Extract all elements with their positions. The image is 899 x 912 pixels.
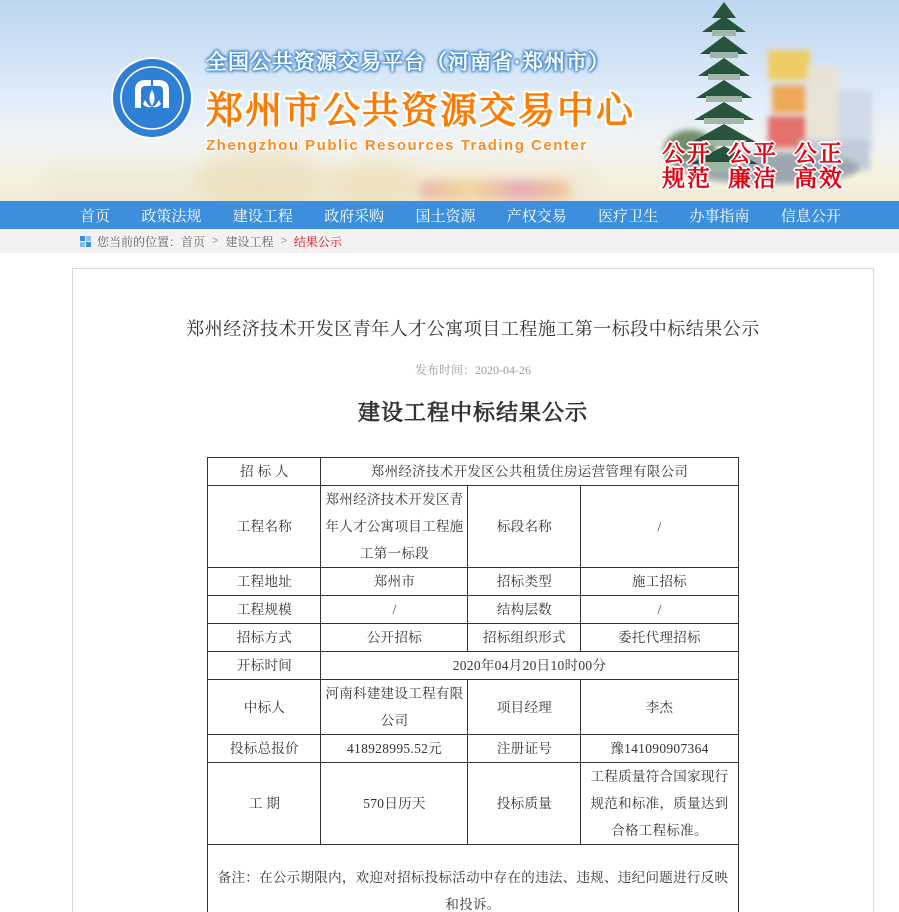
slogan-block <box>662 141 844 191</box>
breadcrumb-separator: > <box>280 235 287 247</box>
quality-value: 工程质量符合国家现行规范和标准，质量达到合格工程标准。 <box>581 763 738 845</box>
bidder-label: 招 标 人 <box>208 458 321 486</box>
open-time-value: 2020年04月20日10时00分 <box>321 652 738 680</box>
slogan-text: 公平 <box>728 140 778 166</box>
cert-number-value: 豫141090907364 <box>581 735 738 763</box>
bidder-value: 郑州经济技术开发区公共租赁住房运营管理有限公司 <box>321 458 738 486</box>
project-name-label: 工程名称 <box>208 486 321 568</box>
duration-value: 570日历天 <box>321 763 468 845</box>
site-logo <box>110 56 194 140</box>
table-row <box>208 624 738 652</box>
publish-date-line <box>73 361 873 378</box>
winner-value: 河南科建建设工程有限公司 <box>321 680 468 735</box>
project-manager-value: 李杰 <box>581 680 738 735</box>
scale-label: 工程规模 <box>208 596 321 624</box>
slogan-text: 高效 <box>794 165 844 191</box>
article-container <box>72 268 874 912</box>
breadcrumb-current-page[interactable]: 结果公示 <box>293 234 342 249</box>
banner-flowerbed-decoration <box>420 180 570 200</box>
bid-result-table <box>207 457 738 912</box>
table-row <box>208 458 738 486</box>
table-row <box>208 845 738 912</box>
nav-item-land-resources[interactable]: 国土资源 <box>415 207 476 225</box>
table-row <box>208 680 738 735</box>
nav-item-policies[interactable]: 政策法规 <box>141 207 202 225</box>
nav-item-service-guide[interactable]: 办事指南 <box>689 207 750 225</box>
quality-label: 投标质量 <box>468 763 581 845</box>
section-name-value: / <box>581 486 738 568</box>
duration-label: 工 期 <box>208 763 321 845</box>
project-manager-label: 项目经理 <box>468 680 581 735</box>
site-banner <box>0 0 899 201</box>
total-price-value: 418928995.52元 <box>321 735 468 763</box>
floors-label: 结构层数 <box>468 596 581 624</box>
bid-type-label: 招标类型 <box>468 568 581 596</box>
main-nav <box>0 201 899 229</box>
banner-dome-decoration <box>195 148 325 201</box>
nav-item-medical[interactable]: 医疗卫生 <box>598 207 659 225</box>
site-title: 郑州市公共资源交易中心 <box>206 90 635 131</box>
slogan-text: 公开 <box>662 140 712 166</box>
publish-date-value: 2020-04-26 <box>475 363 531 377</box>
breadcrumb-separator: > <box>212 235 219 247</box>
bid-type-value: 施工招标 <box>581 568 738 596</box>
remark-cell: 备注：在公示期限内，欢迎对招标投标活动中存在的违法、违规、违纪问题进行反映和投诉。 <box>208 845 738 912</box>
scale-value: / <box>321 596 468 624</box>
slogan-text: 规范 <box>662 165 712 191</box>
table-row <box>208 763 738 845</box>
slogan-text: 公正 <box>794 140 844 166</box>
nav-item-property-rights[interactable]: 产权交易 <box>506 207 567 225</box>
table-row <box>208 652 738 680</box>
nav-item-info-disclosure[interactable]: 信息公开 <box>780 207 841 225</box>
project-name-value: 郑州经济技术开发区青年人才公寓项目工程施工第一标段 <box>321 486 468 568</box>
publish-date-label: 发布时间： <box>414 363 475 377</box>
breadcrumb-home-link[interactable]: 首页 <box>181 234 206 249</box>
article-subtitle: 建设工程中标结果公示 <box>357 400 588 425</box>
platform-title: 全国公共资源交易平台（河南省·郑州市） <box>206 51 610 74</box>
breadcrumb-grid-icon <box>80 236 91 247</box>
table-row <box>208 596 738 624</box>
method-value: 公开招标 <box>321 624 468 652</box>
breadcrumb-section-link[interactable]: 建设工程 <box>225 234 274 249</box>
address-label: 工程地址 <box>208 568 321 596</box>
banner-dome-decoration <box>330 160 420 201</box>
table-row <box>208 568 738 596</box>
floors-value: / <box>581 596 738 624</box>
org-form-value: 委托代理招标 <box>581 624 738 652</box>
breadcrumb-label: 您当前的位置： <box>97 234 182 249</box>
org-form-label: 招标组织形式 <box>468 624 581 652</box>
breadcrumb <box>0 229 899 253</box>
nav-item-gov-procurement[interactable]: 政府采购 <box>324 207 385 225</box>
winner-label: 中标人 <box>208 680 321 735</box>
cert-number-label: 注册证号 <box>468 735 581 763</box>
slogan-text: 廉洁 <box>728 165 778 191</box>
open-time-label: 开标时间 <box>208 652 321 680</box>
site-title-english: Zhengzhou Public Resources Trading Center <box>206 137 588 154</box>
article-title: 郑州经济技术开发区青年人才公寓项目工程施工第一标段中标结果公示 <box>186 319 760 339</box>
total-price-label: 投标总报价 <box>208 735 321 763</box>
nav-item-construction[interactable]: 建设工程 <box>232 207 293 225</box>
nav-item-home[interactable]: 首页 <box>80 207 111 225</box>
table-row <box>208 486 738 568</box>
table-row <box>208 735 738 763</box>
address-value: 郑州市 <box>321 568 468 596</box>
section-name-label: 标段名称 <box>468 486 581 568</box>
method-label: 招标方式 <box>208 624 321 652</box>
